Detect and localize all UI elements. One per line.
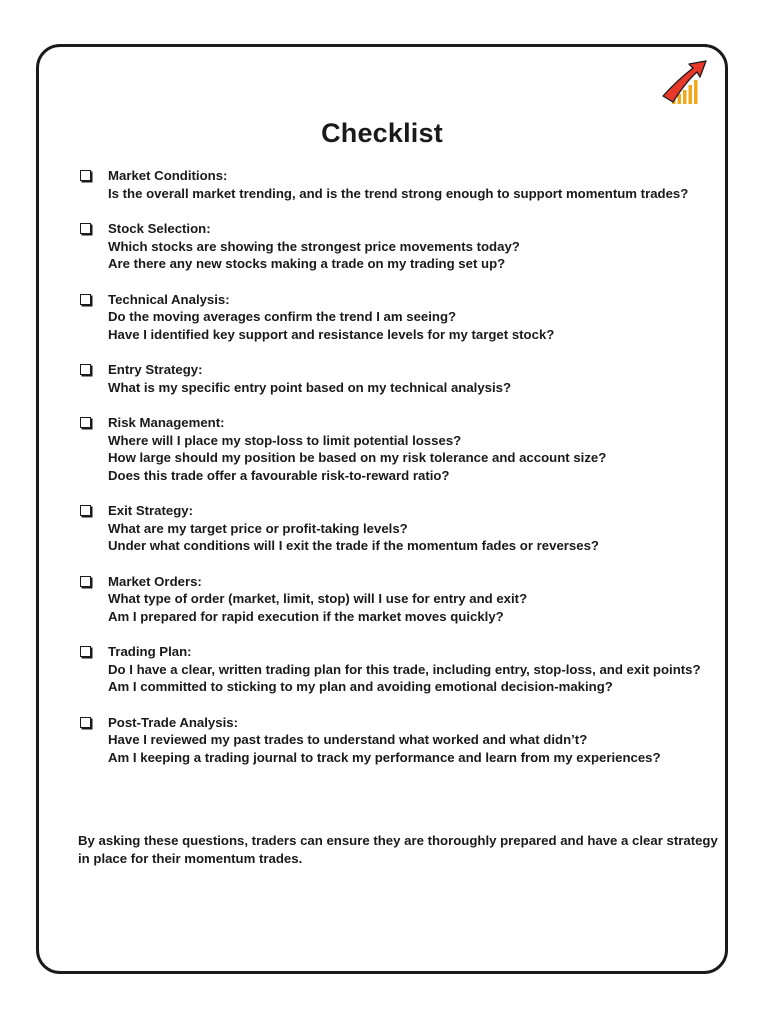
item-heading: Exit Strategy: xyxy=(108,503,194,518)
item-question: Does this trade offer a favourable risk-to-reward ratio? xyxy=(108,467,450,483)
item-question: Where will I place my stop-loss to limit potential losses? xyxy=(108,432,462,448)
item-question: Do I have a clear, written trading plan for this trade, including entry, stop-loss, and exit points? xyxy=(108,661,701,677)
item-question: Have I reviewed my past trades to understand what worked and what didn’t? xyxy=(108,732,588,747)
item-question: Am I prepared for rapid execution if the market moves quickly? xyxy=(108,608,504,624)
item-heading: Market Conditions: xyxy=(108,168,228,183)
item-question: Am I keeping a trading journal to track my performance and learn from my experiences? xyxy=(108,749,661,765)
checkbox-icon[interactable] xyxy=(80,576,91,587)
checklist-item xyxy=(78,220,718,273)
checkbox-icon[interactable] xyxy=(80,717,91,728)
item-question: Under what conditions will I exit the trade if the momentum fades or reverses? xyxy=(108,538,599,553)
item-question: Am I committed to sticking to my plan and avoiding emotional decision-making? xyxy=(108,679,613,694)
growth-arrow-icon xyxy=(660,58,710,108)
item-question: What are my target price or profit-taking levels? xyxy=(108,520,408,536)
item-question: Do the moving averages confirm the trend I am seeing? xyxy=(108,309,457,324)
item-heading: Post-Trade Analysis: xyxy=(108,714,238,730)
item-heading: Risk Management: xyxy=(108,415,225,430)
item-question: What type of order (market, limit, stop) will I use for entry and exit? xyxy=(108,591,528,606)
checkbox-icon[interactable] xyxy=(80,417,91,428)
checklist-item xyxy=(78,643,718,696)
item-question: Are there any new stocks making a trade on my trading set up? xyxy=(108,256,506,271)
checklist-item xyxy=(78,502,718,555)
item-heading: Entry Strategy: xyxy=(108,362,203,377)
item-question: Have I identified key support and resistance levels for my target stock? xyxy=(108,326,555,342)
checklist-item xyxy=(78,167,718,202)
checkbox-icon[interactable] xyxy=(80,170,91,181)
checklist-item xyxy=(78,361,718,396)
conclusion-text: By asking these questions, traders can ensure they are thoroughly prepared and have a clear strategy in place for their momentum trades. xyxy=(78,833,718,866)
item-question: Is the overall market trending, and is the trend strong enough to support momentum trades? xyxy=(108,185,689,201)
item-heading: Technical Analysis: xyxy=(108,291,230,307)
checkbox-icon[interactable] xyxy=(80,505,91,516)
checklist xyxy=(78,167,718,784)
checkbox-icon[interactable] xyxy=(80,223,91,234)
checklist-item xyxy=(78,291,718,344)
item-question: Which stocks are showing the strongest price movements today? xyxy=(108,238,520,254)
item-question: What is my specific entry point based on my technical analysis? xyxy=(108,379,512,395)
item-question: How large should my position be based on my risk tolerance and account size? xyxy=(108,450,607,465)
checkbox-icon[interactable] xyxy=(80,364,91,375)
checkbox-icon[interactable] xyxy=(80,294,91,305)
item-heading: Market Orders: xyxy=(108,573,202,589)
item-heading: Stock Selection: xyxy=(108,221,211,236)
checklist-item xyxy=(78,714,718,767)
page-title: Checklist xyxy=(321,118,443,148)
checklist-item xyxy=(78,573,718,626)
item-heading: Trading Plan: xyxy=(108,644,192,659)
checkbox-icon[interactable] xyxy=(80,646,91,657)
checklist-item xyxy=(78,414,718,484)
